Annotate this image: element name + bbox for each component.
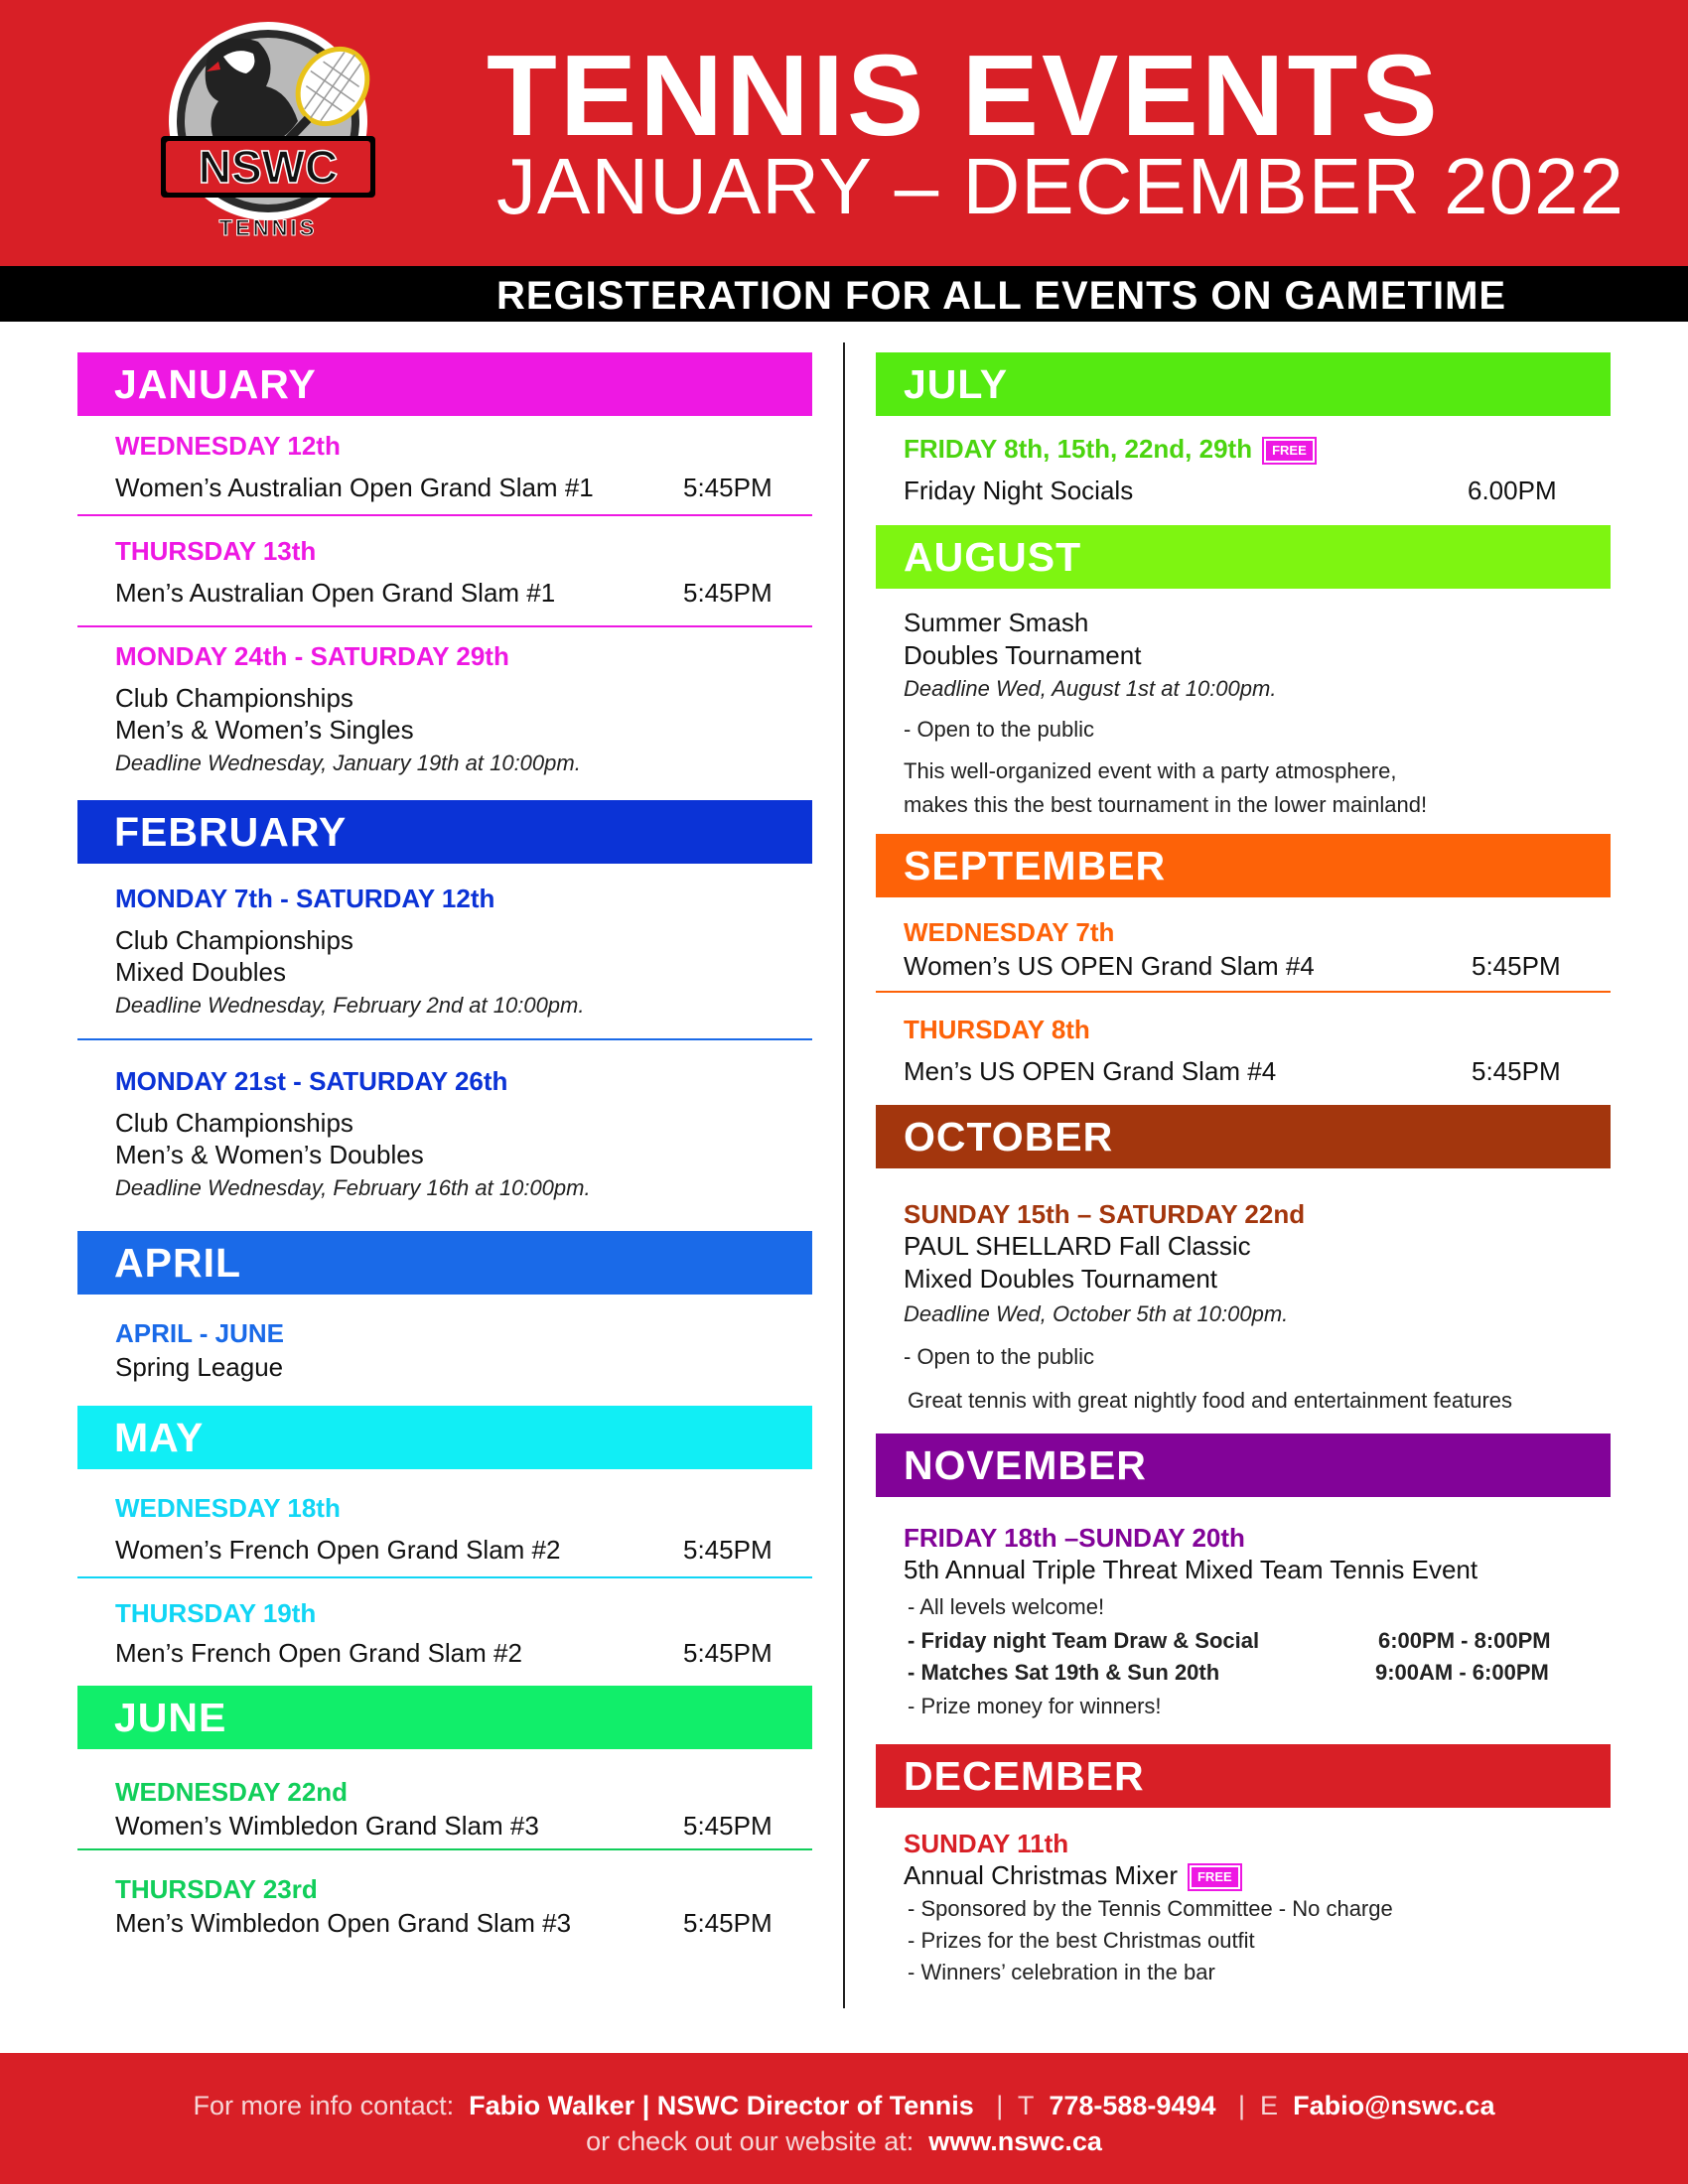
event-day: WEDNESDAY 7th [904, 917, 1115, 947]
event-deadline: Deadline Wed, October 5th at 10:00pm. [904, 1301, 1289, 1326]
event-day: MONDAY 21st - SATURDAY 26th [115, 1066, 508, 1096]
website-label: or check out our website at: [586, 2126, 914, 2156]
event-time: 6.00PM [1468, 476, 1557, 505]
event-deadline: Deadline Wednesday, January 19th at 10:00pm. [115, 751, 581, 775]
nswc-tennis-logo [149, 12, 387, 250]
month-header-november: NOVEMBER [876, 1433, 1611, 1497]
event-deadline: Deadline Wed, August 1st at 10:00pm. [904, 676, 1277, 701]
event-time: 5:45PM [1472, 951, 1561, 981]
event-note: This well-organized event with a party atmosphere, [904, 758, 1397, 783]
separator [77, 1848, 812, 1850]
event-note: - Prizes for the best Christmas outfit [908, 1928, 1255, 1953]
event-note: - Open to the public [904, 717, 1095, 742]
event-day: WEDNESDAY 18th [115, 1493, 341, 1523]
event-note: - Friday night Team Draw & Social [908, 1628, 1260, 1653]
event-title [904, 1860, 1240, 1891]
event-time: 5:45PM [683, 1638, 773, 1668]
event-time: 5:45PM [683, 1908, 773, 1938]
event-title: Spring League [115, 1352, 284, 1382]
event-title: Mixed Doubles Tournament [904, 1264, 1218, 1294]
event-day-text: FRIDAY 8th, 15th, 22nd, 29th [904, 434, 1253, 464]
event-time: 5:45PM [1472, 1056, 1561, 1086]
event-day [904, 434, 1315, 465]
event-title: Women’s US OPEN Grand Slam #4 [904, 951, 1315, 981]
event-note-time: 9:00AM - 6:00PM [1375, 1660, 1549, 1685]
email-label: E [1260, 2091, 1279, 2120]
event-note: - Sponsored by the Tennis Committee - No charge [908, 1896, 1393, 1921]
event-day: SUNDAY 11th [904, 1829, 1069, 1858]
event-title: Friday Night Socials [904, 476, 1134, 505]
event-note: - Open to the public [904, 1344, 1095, 1369]
event-day: THURSDAY 23rd [115, 1874, 318, 1904]
event-time: 5:45PM [683, 473, 773, 502]
event-day: THURSDAY 19th [115, 1598, 317, 1628]
event-title-text: Annual Christmas Mixer [904, 1860, 1178, 1890]
phone-label: T [1017, 2091, 1035, 2120]
website-link[interactable]: www.nswc.ca [928, 2126, 1102, 2156]
separator: | [996, 2091, 1004, 2120]
event-title: Club Championships [115, 683, 353, 713]
event-day: THURSDAY 13th [115, 536, 317, 566]
email-link[interactable]: Fabio@nswc.ca [1293, 2091, 1495, 2120]
contact-name: Fabio Walker | NSWC Director of Tennis [469, 2091, 974, 2120]
month-header-october: OCTOBER [876, 1105, 1611, 1168]
event-time: 5:45PM [683, 578, 773, 608]
event-day: MONDAY 24th - SATURDAY 29th [115, 641, 509, 671]
column-divider [843, 342, 845, 2008]
month-header-december: DECEMBER [876, 1744, 1611, 1808]
event-title: Doubles Tournament [904, 640, 1142, 670]
event-day: SUNDAY 15th – SATURDAY 22nd [904, 1199, 1306, 1229]
event-title: Men’s US OPEN Grand Slam #4 [904, 1056, 1277, 1086]
event-note: makes this the best tournament in the lower mainland! [904, 792, 1428, 817]
footer [0, 2053, 1688, 2184]
month-header-september: SEPTEMBER [876, 834, 1611, 897]
event-note: - Matches Sat 19th & Sun 20th [908, 1660, 1220, 1685]
event-note: - Prize money for winners! [908, 1694, 1162, 1718]
event-note: - All levels welcome! [908, 1594, 1105, 1619]
event-title: Women’s French Open Grand Slam #2 [115, 1535, 561, 1565]
event-deadline: Deadline Wednesday, February 16th at 10:00pm. [115, 1175, 591, 1200]
event-title: Club Championships [115, 925, 353, 955]
phone-link[interactable]: 778-588-9494 [1049, 2091, 1216, 2120]
separator [77, 514, 812, 516]
page-title: TENNIS EVENTS [487, 31, 1441, 160]
event-day: APRIL - JUNE [115, 1318, 284, 1348]
logo-text: NSWC [198, 141, 339, 193]
event-title: PAUL SHELLARD Fall Classic [904, 1231, 1251, 1261]
separator [77, 625, 812, 627]
event-time: 5:45PM [683, 1811, 773, 1841]
event-title: Women’s Wimbledon Grand Slam #3 [115, 1811, 539, 1841]
free-badge: FREE [1190, 1865, 1240, 1889]
event-note-time: 6:00PM - 8:00PM [1378, 1628, 1551, 1653]
footer-website-line [0, 2126, 1688, 2157]
month-header-april: APRIL [77, 1231, 812, 1295]
event-day: THURSDAY 8th [904, 1015, 1090, 1044]
separator [77, 1576, 812, 1578]
event-title: Mixed Doubles [115, 957, 286, 987]
event-title: Men’s & Women’s Doubles [115, 1140, 424, 1169]
event-note: Great tennis with great nightly food and entertainment features [908, 1388, 1513, 1413]
month-header-july: JULY [876, 352, 1611, 416]
event-day: WEDNESDAY 12th [115, 431, 341, 461]
event-title: Men’s & Women’s Singles [115, 715, 414, 745]
logo-subtext: TENNIS [218, 215, 318, 240]
event-note: - Winners’ celebration in the bar [908, 1960, 1215, 1984]
separator: | [1238, 2091, 1246, 2120]
registration-text: REGISTERATION FOR ALL EVENTS ON GAMETIME [496, 274, 1507, 318]
registration-bar [0, 266, 1688, 322]
event-deadline: Deadline Wednesday, February 2nd at 10:00pm. [115, 993, 585, 1018]
event-title: Women’s Australian Open Grand Slam #1 [115, 473, 594, 502]
page-subtitle: JANUARY – DECEMBER 2022 [496, 142, 1625, 230]
event-title: 5th Annual Triple Threat Mixed Team Tennis Event [904, 1555, 1478, 1584]
free-badge: FREE [1264, 439, 1315, 463]
contact-label: For more info contact: [193, 2091, 455, 2120]
event-day: MONDAY 7th - SATURDAY 12th [115, 884, 495, 913]
footer-contact-line [0, 2091, 1688, 2121]
separator [876, 991, 1611, 993]
event-day: WEDNESDAY 22nd [115, 1777, 349, 1807]
month-header-june: JUNE [77, 1686, 812, 1749]
month-header-january: JANUARY [77, 352, 812, 416]
month-header-may: MAY [77, 1406, 812, 1469]
month-header-february: FEBRUARY [77, 800, 812, 864]
event-title: Men’s French Open Grand Slam #2 [115, 1638, 522, 1668]
event-time: 5:45PM [683, 1535, 773, 1565]
event-title: Men’s Wimbledon Open Grand Slam #3 [115, 1908, 572, 1938]
separator [77, 1038, 812, 1040]
header-banner [0, 0, 1688, 266]
month-header-august: AUGUST [876, 525, 1611, 589]
event-title: Men’s Australian Open Grand Slam #1 [115, 578, 556, 608]
event-title: Club Championships [115, 1108, 353, 1138]
event-title: Summer Smash [904, 608, 1089, 637]
event-day: FRIDAY 18th –SUNDAY 20th [904, 1523, 1245, 1553]
